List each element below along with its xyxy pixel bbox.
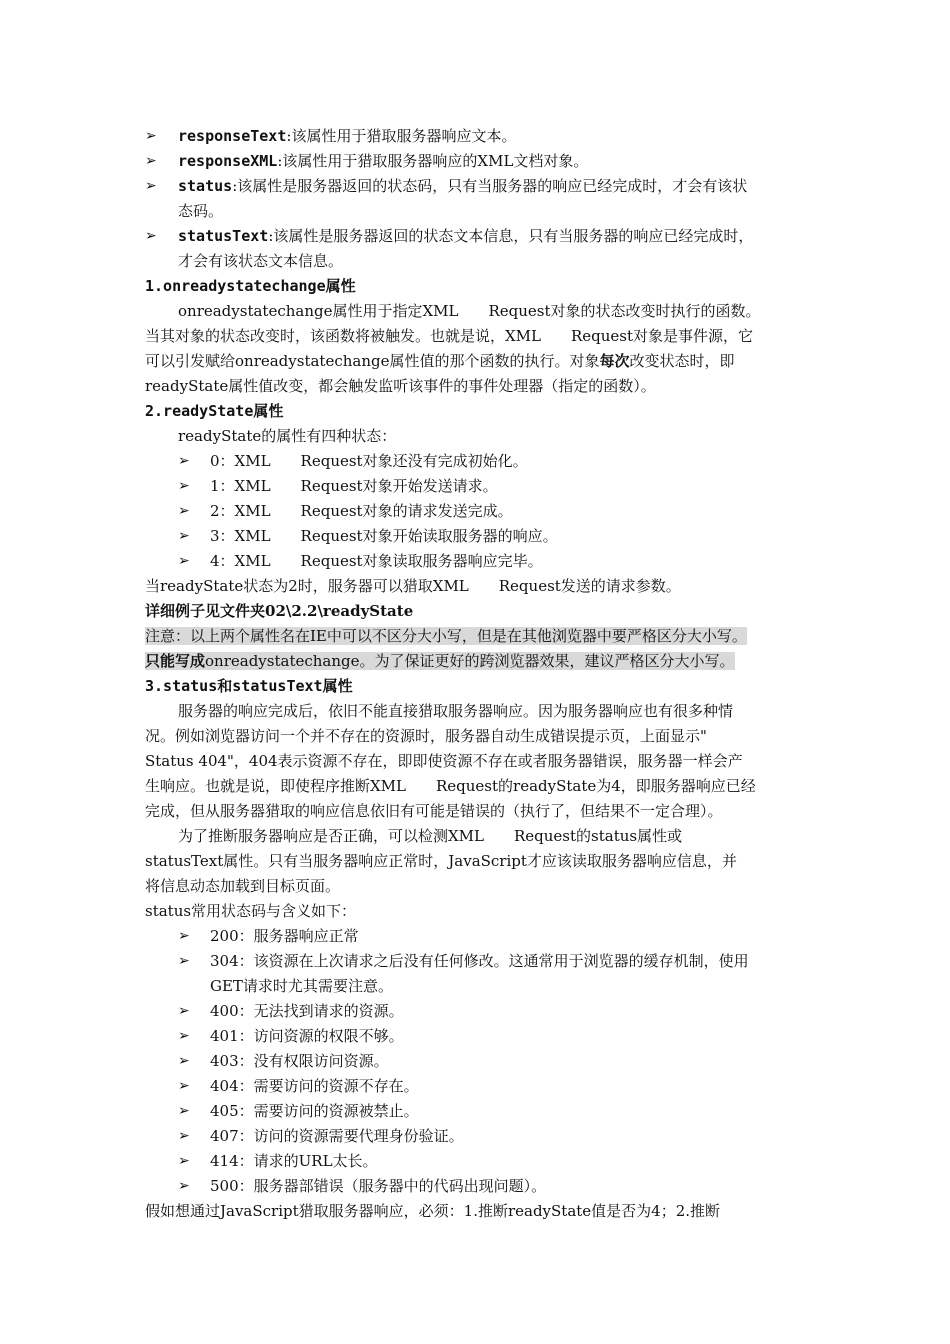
section-1-para-line <box>145 349 815 374</box>
prop-sep: : <box>277 152 283 170</box>
state-item: 4：XML Request对象读取服务器响应完毕。 <box>210 552 543 570</box>
state-item: 0：XML Request对象还没有完成初始化。 <box>210 452 528 470</box>
section-1-para-line: onreadystatechange属性用于指定XML Request对象的状态改变时执行的函数。 <box>178 302 761 320</box>
prop-name: responseText <box>178 127 287 145</box>
bullet-arrow-icon: ➢ <box>178 478 190 494</box>
bullet-arrow-icon: ➢ <box>178 1178 190 1194</box>
prop-statustext-cont: 才会有该状态文本信息。 <box>178 252 344 270</box>
prop-responsetext <box>178 124 848 149</box>
bullet-arrow-icon: ➢ <box>178 1153 190 1169</box>
heading-number: 1.onreadystatechange <box>145 277 326 295</box>
heading-word: 和 <box>217 677 233 695</box>
section-2-heading <box>145 399 815 424</box>
final-line: 假如想通过JavaScript猎取服务器响应，必须：1.推断readyState值是否为4；2.推断 <box>145 1202 721 1220</box>
heading-word: 属性 <box>253 402 284 420</box>
heading-word: 属性 <box>322 677 353 695</box>
status-code-item: 200：服务器响应正常 <box>210 927 359 945</box>
status-code-item: 403：没有权限访问资源。 <box>210 1052 389 1070</box>
prop-status <box>178 174 848 199</box>
prop-desc: 该属性用于猎取服务器响应文本。 <box>291 127 517 145</box>
bullet-arrow-icon: ➢ <box>178 928 190 944</box>
status-code-item: 405：需要访问的资源被禁止。 <box>210 1102 419 1120</box>
highlighted-note: 注意：以上两个属性名在IE中可以不区分大小写，但是在其他浏览器中要严格区分大小写。 <box>145 627 747 645</box>
bullet-arrow-icon: ➢ <box>178 503 190 519</box>
prop-desc: 该属性是服务器返回的状态文本信息，只有当服务器的响应已经完成时， <box>273 227 754 245</box>
status-code-item: 500：服务器部错误（服务器中的代码出现问题）。 <box>210 1177 547 1195</box>
section-2-intro: readyState的属性有四种状态： <box>178 427 397 445</box>
section-1-para-line: 当其对象的状态改变时，该函数将被触发。也就是说，XML Request对象是事件源，它 <box>145 327 754 345</box>
section-3-para-line: 生响应。也就是说，即使程序推断XML Request的readyState为4，即服务器响应已经 <box>145 777 756 795</box>
prop-sep: : <box>286 127 292 145</box>
section-3-para-line: statusText属性。只有当服务器响应正常时，JavaScript才应该读取服务器响应信息，并 <box>145 852 737 870</box>
section-3-para-line: 为了推断服务器响应是否正确，可以检测XML Request的status属性或 <box>178 827 683 845</box>
status-code-item: 304：该资源在上次请求之后没有任何修改。这通常用于浏览器的缓存机制，使用 <box>210 952 749 970</box>
prop-statustext <box>178 224 848 249</box>
section-3-para-line: 完成，但从服务器猎取的响应信息依旧有可能是错误的（执行了，但结果不一定合理）。 <box>145 802 723 820</box>
section-2-after: 当readyState状态为2时，服务器可以猎取XML Request发送的请求参数。 <box>145 577 681 595</box>
bullet-arrow-icon: ➢ <box>178 1028 190 1044</box>
state-item: 2：XML Request对象的请求发送完成。 <box>210 502 513 520</box>
example-reference: 详细例子见文件夹02\2.2\readyState <box>145 602 414 620</box>
bullet-arrow-icon: ➢ <box>178 1128 190 1144</box>
section-3-para-line: 况。例如浏览器访问一个并不存在的资源时，服务器自动生成错误提示页，上面显示" <box>145 727 707 745</box>
status-code-item: 400：无法找到请求的资源。 <box>210 1002 404 1020</box>
section-3-heading <box>145 674 815 699</box>
prop-name: status <box>178 177 233 195</box>
prop-status-cont: 态码。 <box>178 202 224 220</box>
heading-number: 2.readyState <box>145 402 254 420</box>
bullet-arrow-icon: ➢ <box>145 128 157 144</box>
bullet-arrow-icon: ➢ <box>178 1003 190 1019</box>
status-code-item: 407：访问的资源需要代理身份验证。 <box>210 1127 464 1145</box>
bullet-arrow-icon: ➢ <box>178 553 190 569</box>
text-run: 可以引发赋给onreadystatechange属性值的那个函数的执行。对象 <box>145 352 600 370</box>
bullet-arrow-icon: ➢ <box>145 228 157 244</box>
section-1-heading <box>145 274 815 299</box>
status-code-item: 404：需要访问的资源不存在。 <box>210 1077 419 1095</box>
bullet-arrow-icon: ➢ <box>178 1078 190 1094</box>
bullet-arrow-icon: ➢ <box>145 153 157 169</box>
status-code-item-cont: GET请求时尤其需要注意。 <box>210 977 393 995</box>
text-run: 改变状态时，即 <box>629 352 735 370</box>
prop-responsexml <box>178 149 848 174</box>
highlighted-note: onreadystatechange。为了保证更好的跨浏览器效果，建议严格区分大小写。 <box>205 652 735 670</box>
prop-name: statusText <box>178 227 269 245</box>
bullet-arrow-icon: ➢ <box>178 528 190 544</box>
prop-sep: : <box>268 227 274 245</box>
prop-desc: 该属性用于猎取服务器响应的XML文档对象。 <box>282 152 589 170</box>
heading-word: 属性 <box>325 277 356 295</box>
section-3-para-line: Status 404"，404表示资源不存在，即即使资源不存在或者服务器错误，服务器一样会产 <box>145 752 743 770</box>
prop-name: responseXML <box>178 152 278 170</box>
section-3-para-line: 将信息动态加载到目标页面。 <box>145 877 341 895</box>
status-code-item: 401：访问资源的权限不够。 <box>210 1027 404 1045</box>
note-line <box>145 624 825 649</box>
bullet-arrow-icon: ➢ <box>178 453 190 469</box>
prop-sep: : <box>232 177 238 195</box>
heading-number: 3.status <box>145 677 218 695</box>
bullet-arrow-icon: ➢ <box>178 1053 190 1069</box>
prop-desc: 该属性是服务器返回的状态码，只有当服务器的响应已经完成时，才会有该状 <box>237 177 748 195</box>
bold-text: 每次 <box>599 352 630 370</box>
heading-number: statusText <box>232 677 323 695</box>
bold-text: 只能写成 <box>145 652 206 670</box>
bullet-arrow-icon: ➢ <box>178 953 190 969</box>
section-3-para-line: 服务器的响应完成后，依旧不能直接猎取服务器响应。因为服务器响应也有很多种情 <box>178 702 734 720</box>
note-line <box>145 649 815 674</box>
bullet-arrow-icon: ➢ <box>145 178 157 194</box>
state-item: 1：XML Request对象开始发送请求。 <box>210 477 498 495</box>
status-codes-intro: status常用状态码与含义如下： <box>145 902 357 920</box>
section-1-para-line: readyState属性值改变，都会触发监听该事件的事件处理器（指定的函数）。 <box>145 377 656 395</box>
state-item: 3：XML Request对象开始读取服务器的响应。 <box>210 527 558 545</box>
bullet-arrow-icon: ➢ <box>178 1103 190 1119</box>
status-code-item: 414：请求的URL太长。 <box>210 1152 378 1170</box>
